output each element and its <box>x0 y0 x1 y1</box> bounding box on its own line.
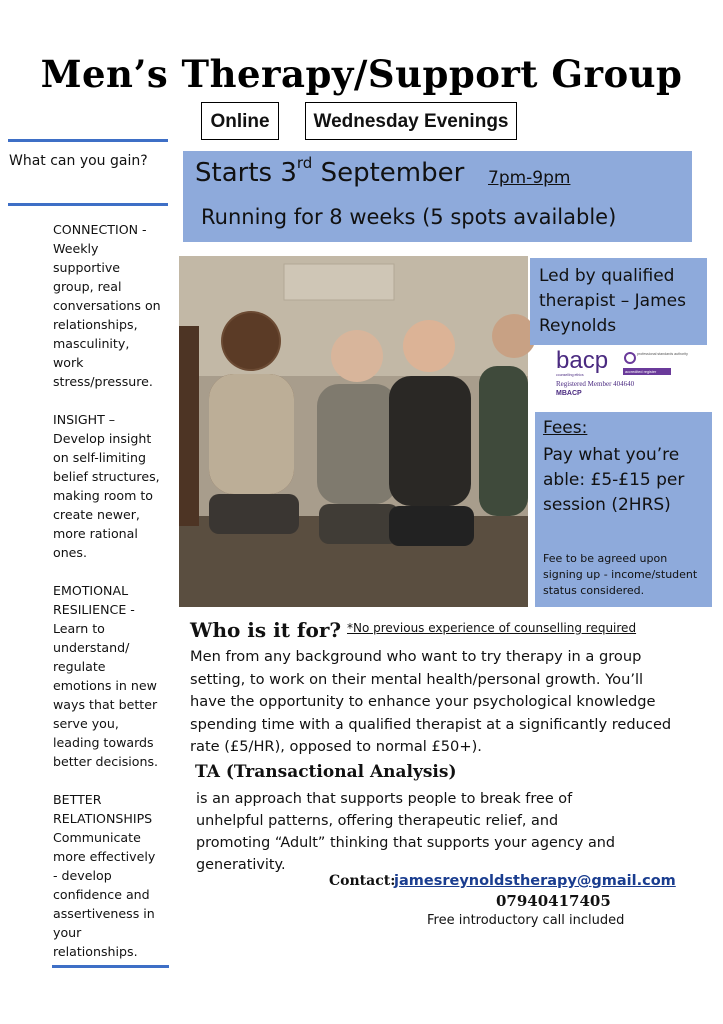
ta-body: is an approach that supports people to break free of unhelpful patterns, offering therapeutic relief, and promoting “Adult” thinking that supports your agency and generativity. <box>196 791 616 873</box>
free-call-note: Free introductory call included <box>427 913 625 928</box>
contact-label: Contact: <box>329 873 396 889</box>
who-note: *No previous experience of counselling required <box>347 621 637 635</box>
page-title: Men’s Therapy/Support Group <box>40 52 683 96</box>
group-photo <box>179 256 528 607</box>
mbacp-text: MBACP <box>556 390 582 397</box>
divider <box>52 965 169 968</box>
fees-note: Fee to be agreed upon signing up - income/student status considered. <box>543 552 698 597</box>
contact-email-link[interactable]: jamesreynoldstherapy@gmail.com <box>394 873 676 889</box>
psa-badge-icon <box>623 352 688 375</box>
bacp-small-text: counselling ethics <box>556 373 584 377</box>
divider <box>8 203 168 206</box>
bacp-brand: bacp <box>556 347 609 374</box>
contact-phone: 07940417405 <box>496 892 611 910</box>
who-body: Men from any background who want to try therapy in a group setting, to work on their mental health/personal growth. You’ll have the opportunity to enhance your psychological knowledge spending time with a qualified therapist at a significantly reduced rate (£5/HR), opposed to normal £50+). <box>190 648 672 755</box>
fees-text: Pay what you’re able: £5-£15 per session (2HRS) <box>543 445 685 515</box>
running-info: Running for 8 weeks (5 spots available) <box>201 205 617 229</box>
start-date: Starts 3rd September <box>195 154 465 188</box>
schedule-tag: Wednesday Evenings <box>305 102 517 140</box>
psa-badge-text: professional standards authority <box>637 352 688 356</box>
benefit-insight: INSIGHT – Develop insight on self-limiting belief structures, making room to create newer, more rational ones. <box>53 412 160 560</box>
ta-heading: TA (Transactional Analysis) <box>195 762 457 782</box>
online-tag: Online <box>201 102 279 140</box>
bacp-logo <box>556 346 688 404</box>
sidebar-heading: What can you gain? <box>9 153 148 169</box>
session-times: 7pm-9pm <box>488 168 571 188</box>
registered-member-text: Registered Member 404640 <box>556 380 635 388</box>
benefit-connection: CONNECTION - Weekly supportive group, real conversations on relationships, masculinity, work stress/pressure. <box>53 222 161 389</box>
benefit-emotional-resilience: EMOTIONAL RESILIENCE - Learn to understand/ regulate emotions in new ways that better serve you, leading towards better decisions. <box>53 583 159 769</box>
divider <box>8 139 168 142</box>
benefits-list <box>53 220 173 980</box>
who-heading: Who is it for? <box>190 618 342 642</box>
accredited-register-text: accredited register <box>625 370 657 374</box>
fees-heading: Fees: <box>543 418 588 438</box>
benefit-better-relationships: BETTER RELATIONSHIPS Communicate more effectively - develop confidence and assertiveness in your relationships. <box>53 792 156 959</box>
leader-text: Led by qualified therapist – James Reynolds <box>539 266 686 336</box>
